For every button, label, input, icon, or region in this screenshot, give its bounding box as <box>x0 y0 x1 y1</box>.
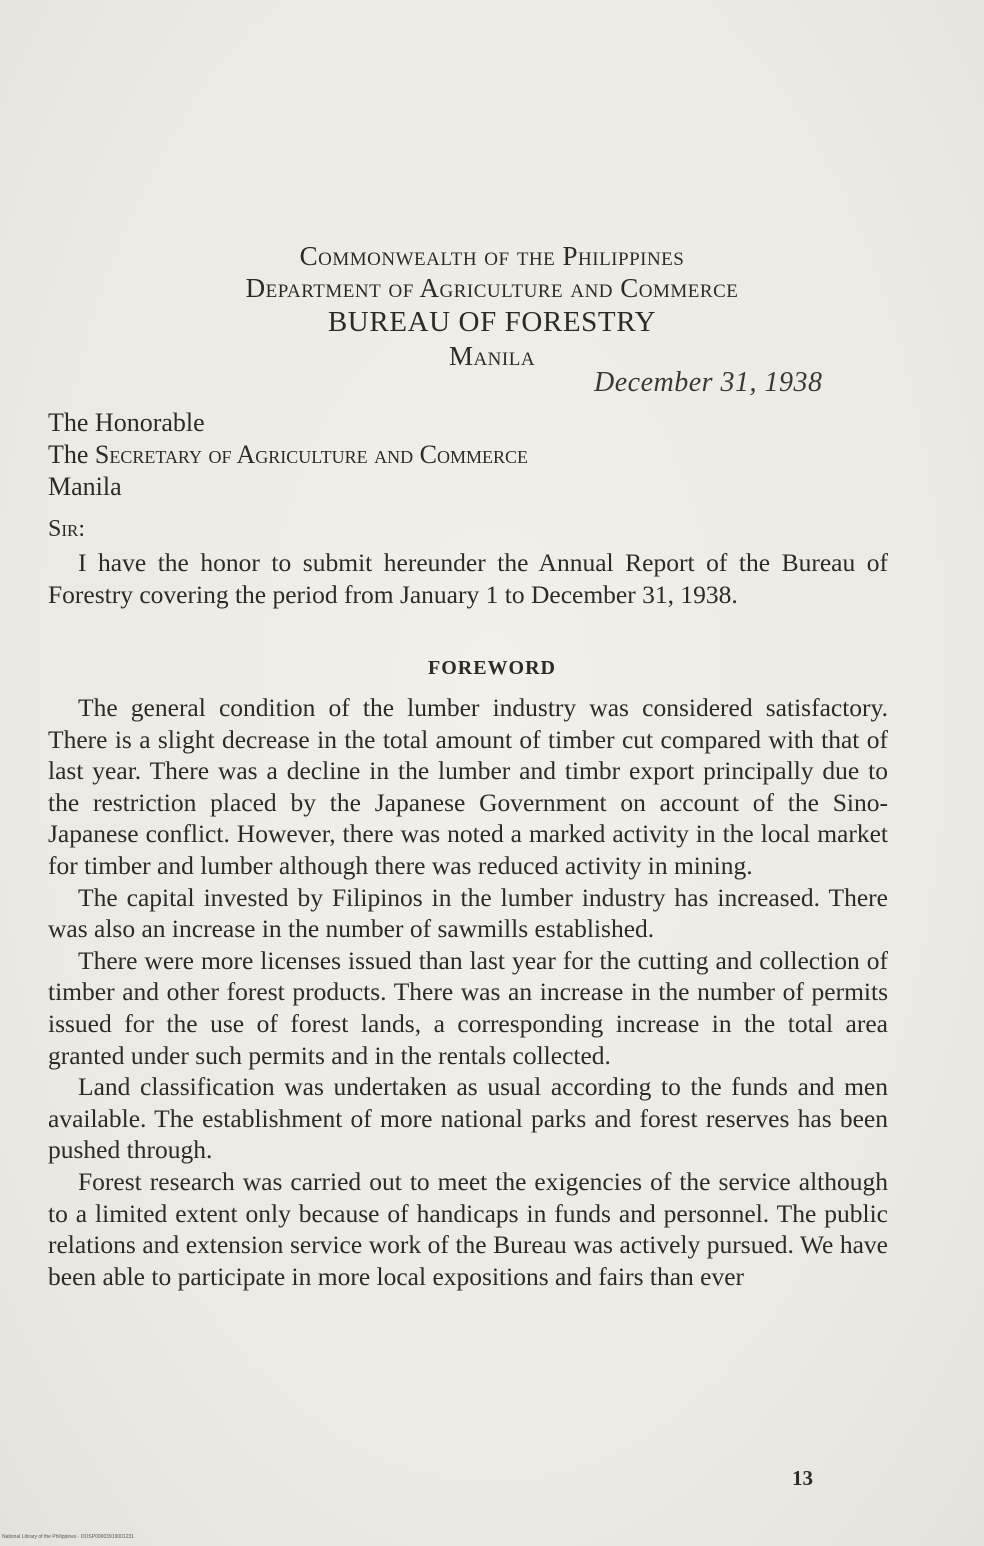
letter-date: December 31, 1938 <box>594 367 823 398</box>
header-city: Manila <box>448 341 536 371</box>
page-number: 13 <box>792 1466 813 1490</box>
paragraph-lumber-condition: The general condition of the lumber industry was considered satisfactory. There is a slight decrease in the total amount of timber cut compared with that of last year. There was a decline in the lumber and timbr export principally due to the restriction placed by the Japanese Government on account of the Sino-Japanese conflict. However, there was noted a marked activity in the local market for timber and lumber although there was reduced activity in mining. <box>48 693 888 880</box>
header-department: Department of Agriculture and Commerce <box>245 273 739 303</box>
footer-note: National Library of the Philippines · DOSP00003919001231 <box>2 1534 135 1540</box>
header-commonwealth: Commonwealth of the Philippines <box>299 241 685 271</box>
addressee-honorific: The Honorable <box>48 408 205 437</box>
addressee-title-prefix: The <box>48 440 95 469</box>
foreword-heading: FOREWORD <box>428 657 556 679</box>
addressee-title-name: Secretary of Agriculture and Commerce <box>94 440 528 469</box>
salutation: Sir: <box>48 516 86 542</box>
paragraph-licenses: There were more licenses issued than last year for the cutting and collection of timber and other forest products. There was an increase in the number of permits issued for the use of forest lands, a corresponding increase in the total area granted under such permits and in the rentals collected. <box>48 945 888 1070</box>
paragraph-forest-research: Forest research was carried out to meet the exigencies of the service although to a limited extent only because of handicaps in funds and personnel. The public relations and extension service work of the Bureau was actively pursued. We have been able to participate in more local expositions and fairs than ever <box>48 1166 888 1291</box>
paragraph-capital-invested: The capital invested by Filipinos in the lumber industry has increased. There was also an increase in the number of sawmills established. <box>48 882 888 944</box>
intro-block <box>48 547 888 610</box>
addressee-city: Manila <box>48 472 122 501</box>
addressee-title <box>48 439 528 471</box>
header-bureau: BUREAU OF FORESTRY <box>327 306 657 338</box>
foreword-body <box>48 692 888 1292</box>
intro-paragraph: I have the honor to submit hereunder the Annual Report of the Bureau of Forestry covering the period from January 1 to December 31, 1938. <box>48 548 888 609</box>
paragraph-land-classification: Land classification was undertaken as usual according to the funds and men available. The establishment of more national parks and forest reserves has been pushed through. <box>48 1072 888 1165</box>
